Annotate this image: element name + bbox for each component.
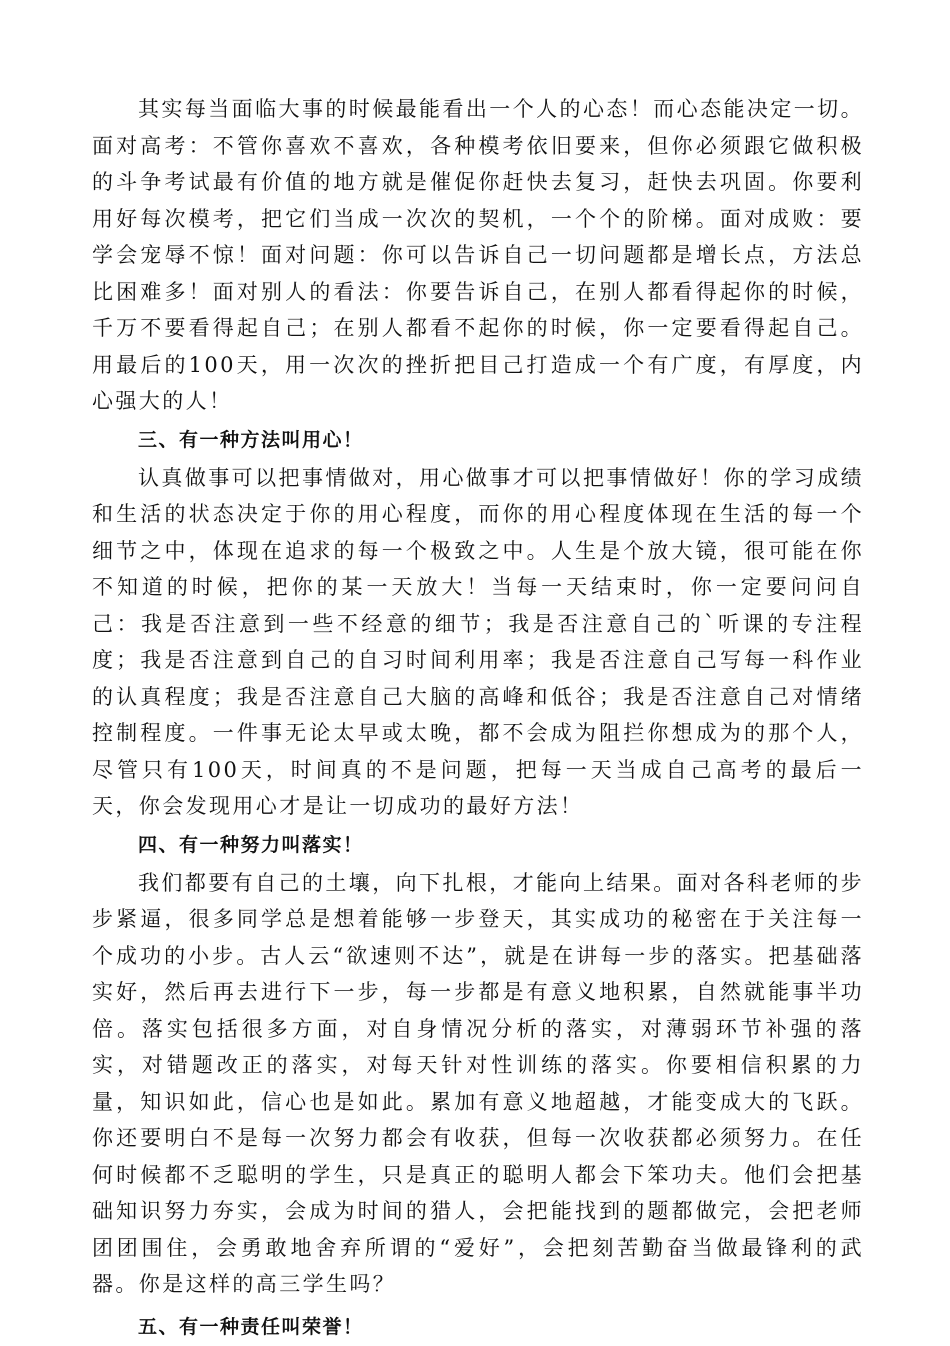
section-heading-3: 三、有一种方法叫用心！ bbox=[138, 428, 364, 451]
document-body bbox=[92, 91, 864, 1346]
paragraph-attentiveness: 认真做事可以把事情做对，用心做事才可以把事情做好！你的学习成绩和生活的状态决定于你的用心程度，而你的用心程度体现在生活的每一个细节之中，体现在追求的每一个极致之中。人生是个放大镜，很可能在你不知道的时候，把你的某一天放大！当每一天结束时，你一定要问问自己：我是否注意到一些不经意的细节；我是否注意自己的`听课的专注程度；我是否注意到自己的自习时间利用率；我是否注意自己写每一科作业的认真程度；我是否注意自己大脑的高峰和低谷；我是否注意自己对情绪控制程度。一件事无论太早或太晚，都不会成为阻拦你想成为的那个人，尽管只有100天，时间真的不是问题，把每一天当成自己高考的最后一天，你会发现用心才是让一切成功的最好方法！ bbox=[92, 465, 864, 818]
paragraph-implementation: 我们都要有自己的土壤，向下扎根，才能向上结果。面对各科老师的步步紧逼，很多同学总是想着能够一步登天，其实成功的秘密在于关注每一个成功的小步。古人云“欲速则不达”，就是在讲每一步的落实。把基础落实好，然后再去进行下一步，每一步都是有意义地积累，自然就能事半功倍。落实包括很多方面，对自身情况分析的落实，对薄弱环节补强的落实，对错题改正的落实，对每天针对性训练的落实。你要相信积累的力量，知识如此，信心也是如此。累加有意义地超越，才能变成大的飞跃。你还要明白不是每一次努力都会有收获，但每一次收获都必须努力。在任何时候都不乏聪明的学生，只是真正的聪明人都会下笨功夫。他们会把基础知识努力夯实，会成为时间的猎人，会把能找到的题都做完，会把老师团团围住，会勇敢地舍弃所谓的“爱好”，会把刻苦勤奋当做最锋利的武器。你是这样的高三学生吗？ bbox=[92, 870, 864, 1296]
section-heading-5: 五、有一种责任叫荣誉！ bbox=[138, 1315, 364, 1338]
paragraph-mindset: 其实每当面临大事的时候最能看出一个人的心态！而心态能决定一切。面对高考：不管你喜欢不喜欢，各种模考依旧要来，但你必须跟它做积极的斗争考试最有价值的地方就是催促你赶快去复习，赶快去巩固。你要利用好每次模考，把它们当成一次次的契机，一个个的阶梯。面对成败：要学会宠辱不惊！面对问题：你可以告诉自己一切问题都是增长点，方法总比困难多！面对别人的看法：你要告诉自己，在别人都看得起你的时候，千万不要看得起自己；在别人都看不起你的时候，你一定要看得起自己。用最后的100天，用一次次的挫折把目己打造成一个有广度，有厚度，内心强大的人！ bbox=[92, 97, 864, 413]
section-heading-4: 四、有一种努力叫落实！ bbox=[138, 833, 364, 856]
